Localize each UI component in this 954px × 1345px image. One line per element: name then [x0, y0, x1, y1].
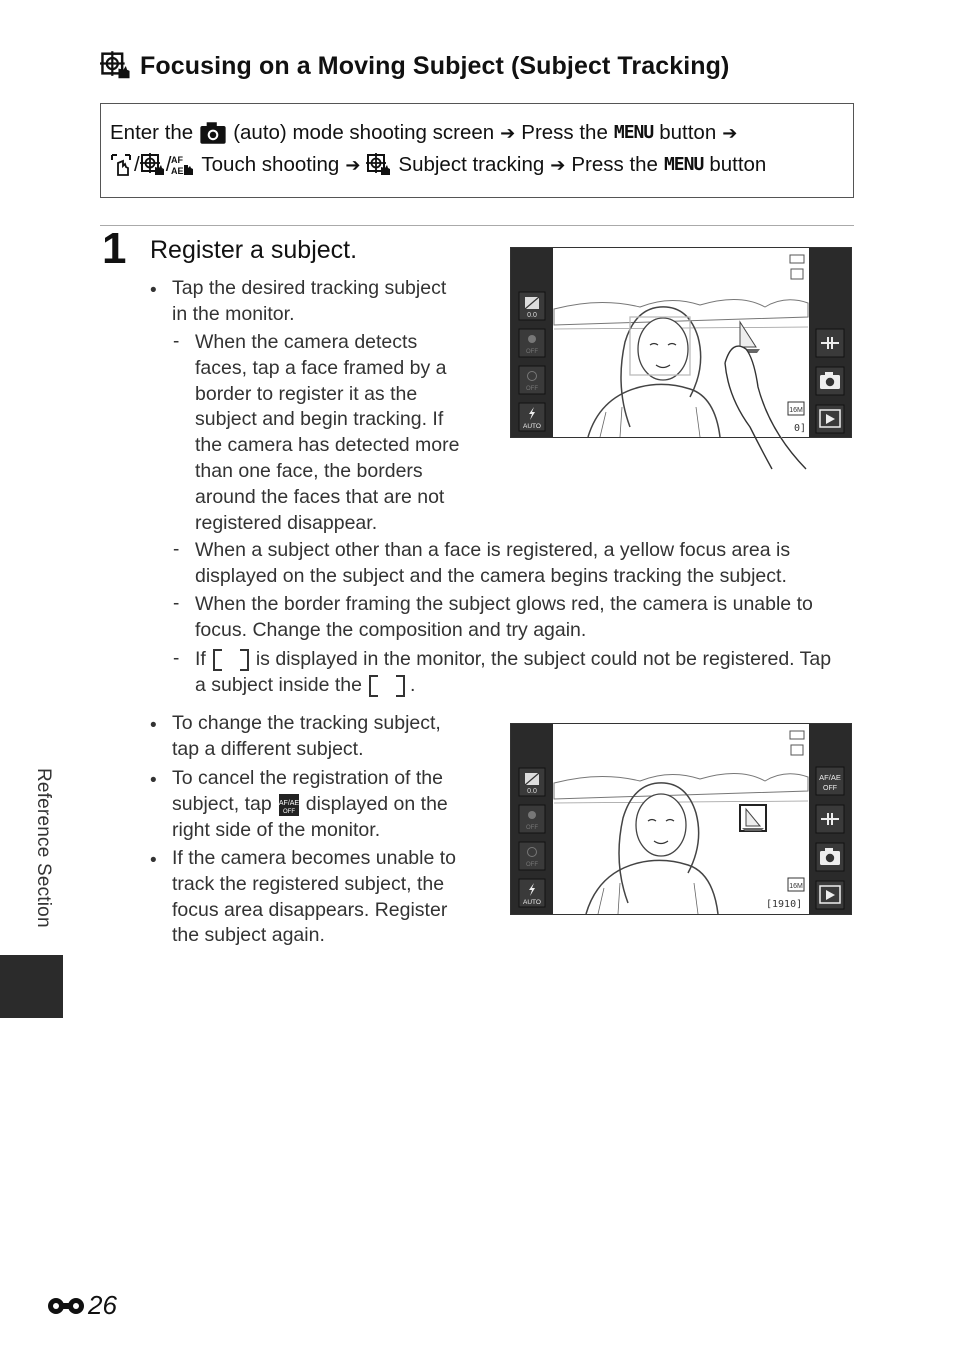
dash-text-line — [195, 673, 415, 699]
bullet-text: tap a different subject. — [172, 737, 364, 760]
subject-tracking-icon — [100, 51, 132, 81]
svg-text:AF/AE: AF/AE — [819, 773, 841, 782]
dash-text: than one face, the borders — [195, 460, 423, 482]
exposure-count: 0] — [794, 423, 807, 434]
menu-path-line-1 — [110, 117, 843, 149]
dash-text: When the camera detects — [195, 331, 418, 353]
subject-tracking-icon — [140, 153, 166, 177]
step-title: Register a subject. — [150, 236, 358, 264]
dash-marker: - — [173, 539, 180, 560]
menu-path-text: Press the — [571, 153, 658, 176]
playback-icon[interactable] — [816, 405, 844, 433]
dash-text: When the border framing the subject glows red, the camera is unable to — [195, 593, 813, 615]
dash-text: registered disappear. — [195, 511, 378, 534]
dash-text: . — [409, 673, 416, 696]
svg-text:OFF: OFF — [526, 386, 538, 392]
dash-text: faces, tap a face framed by a — [195, 356, 447, 379]
svg-text:OFF: OFF — [526, 862, 538, 868]
exposure-comp-icon[interactable] — [519, 768, 545, 796]
reference-icon — [46, 1294, 86, 1318]
self-timer-off-icon[interactable] — [519, 842, 545, 870]
reference-section-label: Reference Section — [33, 768, 54, 928]
dash-text-line — [195, 647, 831, 673]
section-tab-marker — [0, 955, 63, 1018]
bullet-text-line — [172, 792, 448, 818]
exposure-count: [1910] — [766, 899, 803, 910]
svg-text:OFF: OFF — [282, 808, 295, 815]
bullet-marker: • — [150, 715, 157, 736]
focus-bracket-icon — [210, 648, 252, 672]
bullet-text: subject, tap — [172, 792, 272, 815]
dash-text: the camera has detected more — [195, 434, 460, 457]
menu-path-line-2: / / AF AE Touch shooting ➔ Subject tracking ➔ Press the MENU button — [110, 149, 843, 181]
afae-off-icon — [278, 793, 300, 817]
zoom-icon[interactable] — [816, 805, 844, 833]
svg-text:AF/AE: AF/AE — [278, 799, 299, 807]
dash-text: border to register it as the — [195, 382, 418, 405]
subject-tracking-icon — [366, 153, 392, 177]
bullet-text: track the registered subject, the — [172, 872, 445, 895]
zoom-icon[interactable] — [816, 329, 844, 357]
afae-off-button[interactable] — [816, 767, 844, 795]
menu-path-text: Touch shooting — [201, 153, 340, 176]
flash-auto-icon[interactable] — [519, 403, 545, 431]
menu-path-text: Subject tracking — [398, 153, 545, 176]
self-timer-off-icon[interactable] — [519, 366, 545, 394]
dash-text: subject and begin tracking. If — [195, 408, 444, 431]
bullet-text: Tap the desired tracking subject — [172, 277, 447, 299]
menu-button-label: MENU — [613, 122, 654, 143]
bullet-text: To change the tracking subject, — [172, 712, 441, 734]
exposure-value: 0.0 — [527, 788, 537, 795]
bullet-text: To cancel the registration of the — [172, 767, 443, 789]
flash-auto-icon[interactable] — [519, 879, 545, 907]
image-size-label: 16M — [789, 883, 803, 890]
page-number — [46, 1290, 117, 1321]
dash-marker: - — [173, 331, 180, 352]
arrow-right-icon: ➔ — [722, 123, 738, 143]
image-size-label: 16M — [789, 407, 803, 414]
svg-text:AE: AE — [171, 166, 184, 176]
bullet-marker: • — [150, 770, 157, 791]
exposure-comp-icon[interactable] — [519, 292, 545, 320]
menu-path-text: Enter the — [110, 121, 194, 144]
dash-text: around the faces that are not — [195, 485, 445, 508]
arrow-right-icon: ➔ — [500, 123, 516, 143]
menu-path-box — [100, 103, 854, 198]
bullet-marker: • — [150, 850, 157, 871]
svg-text:AF: AF — [171, 155, 184, 165]
arrow-right-icon: ➔ — [345, 155, 361, 175]
playback-icon[interactable] — [816, 881, 844, 909]
section-title — [100, 48, 729, 84]
shooting-mode-icon[interactable] — [816, 367, 844, 395]
focus-bracket-icon — [366, 674, 408, 698]
bullet-text: displayed on the — [305, 792, 448, 815]
dash-marker: - — [173, 593, 180, 614]
dash-text: When a subject other than a face is registered, a yellow focus area is — [195, 539, 791, 561]
touch-shutter-icon — [110, 153, 134, 177]
menu-path-text: button — [709, 153, 767, 176]
camera-screen-register — [510, 247, 852, 473]
svg-text:AUTO: AUTO — [523, 899, 541, 906]
menu-button-label: MENU — [663, 154, 704, 175]
bullet-text: right side of the monitor. — [172, 818, 381, 841]
svg-text:AUTO: AUTO — [523, 423, 541, 430]
page-number-text: 26 — [88, 1290, 117, 1320]
camera-icon — [199, 121, 227, 145]
menu-path-text: (auto) mode shooting screen — [233, 121, 495, 144]
section-divider — [100, 225, 854, 226]
menu-path-text: button — [659, 121, 717, 144]
bullet-text: focus area disappears. Register — [172, 898, 448, 921]
reference-section-tab — [32, 768, 56, 938]
svg-text:OFF: OFF — [526, 349, 538, 355]
dash-text: If — [195, 648, 206, 670]
section-title-text: Focusing on a Moving Subject (Subject Tracking) — [140, 51, 730, 80]
dash-text: focus. Change the composition and try again. — [195, 618, 587, 641]
svg-text:OFF: OFF — [526, 825, 538, 831]
dash-text: is displayed in the monitor, the subject could not be registered. Tap — [255, 648, 832, 670]
svg-text:OFF: OFF — [823, 785, 837, 792]
dash-text: a subject inside the — [195, 673, 362, 696]
dash-text: displayed on the subject and the camera begins tracking the subject. — [195, 564, 787, 587]
camera-screen-tracking — [510, 723, 852, 916]
exposure-value: 0.0 — [527, 312, 537, 319]
macro-off-icon[interactable] — [519, 805, 545, 833]
bullet-text: the subject again. — [172, 924, 325, 947]
bullet-text: If the camera becomes unable to — [172, 847, 456, 869]
step-number: 1 — [102, 224, 127, 273]
menu-path-text: Press the — [521, 121, 608, 144]
touch-afae-icon — [171, 153, 195, 177]
bullet-text: in the monitor. — [172, 302, 295, 325]
bullet-marker: • — [150, 280, 157, 301]
macro-off-icon[interactable] — [519, 329, 545, 357]
shooting-mode-icon[interactable] — [816, 843, 844, 871]
dash-marker: - — [173, 648, 180, 669]
arrow-right-icon: ➔ — [550, 155, 566, 175]
